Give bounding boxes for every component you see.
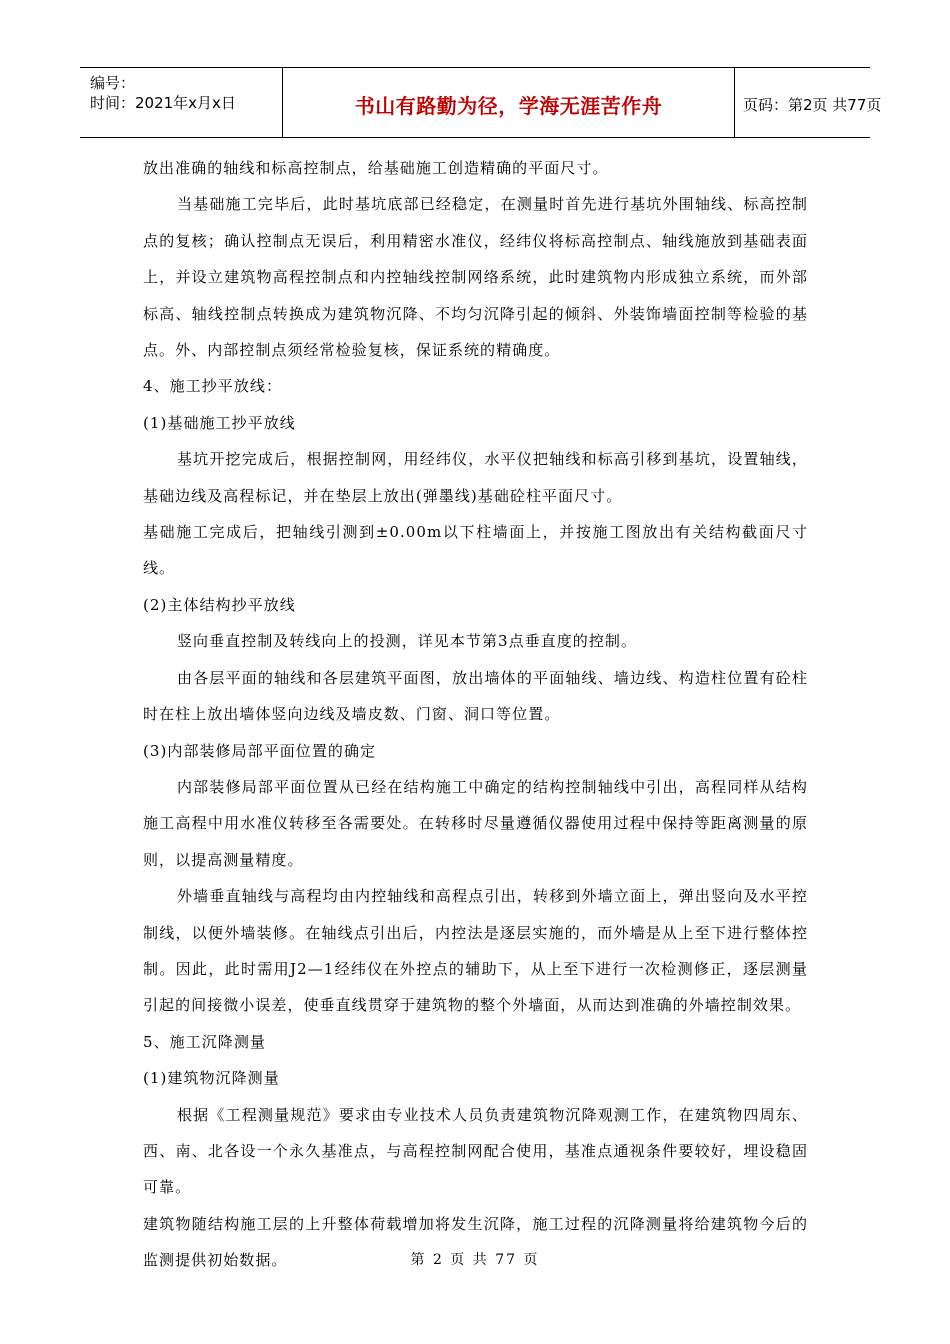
- header-page-info: 页码：第2页 共77页: [743, 96, 882, 114]
- document-body: [143, 150, 808, 1279]
- paragraph: 竖向垂直控制及转线向上的投测，详见本节第3点垂直度的控制。: [177, 632, 637, 651]
- page-header: [80, 67, 882, 138]
- paragraph: (3)内部装修局部平面位置的确定: [143, 741, 377, 760]
- code-label: 编号：: [90, 74, 136, 92]
- paragraph: (2)主体结构抄平放线: [143, 595, 296, 614]
- header-motto-cell: [283, 68, 735, 137]
- paragraph: 外墙垂直轴线与高程均由内控轴线和高程点引出，转移到外墙立面上，弹出竖向及水平控制线，以便外墙装修。在轴线点引出后，内控法是逐层实施的，而外墙是从上至下进行整体控制。因此，此时需用J2—1经纬仪在外控点的辅助下，从上至下进行一次检测修正，逐层测量引起的间接微小误差，使垂直线贯穿于建筑物的整个外墙面，从而达到准确的外墙控制效果。: [143, 887, 808, 1015]
- header-motto: 书山有路勤为径，学海无涯苦作舟: [354, 94, 663, 118]
- paragraph: 5、施工沉降测量: [143, 1032, 266, 1051]
- paragraph: 建筑物随结构施工层的上升整体荷载增加将发生沉降，施工过程的沉降测量将给建筑物今后的监测提供初始数据。: [143, 1214, 808, 1270]
- paragraph: 由各层平面的轴线和各层建筑平面图，放出墙体的平面轴线、墙边线、构造柱位置有砼柱时在柱上放出墙体竖向边线及墙皮数、门窗、洞口等位置。: [143, 668, 808, 724]
- paragraph: (1)基础施工抄平放线: [143, 413, 296, 432]
- paragraph: 内部装修局部平面位置从已经在结构施工中确定的结构控制轴线中引出，高程同样从结构施工高程中用水准仪转移至各需要处。在转移时尽量遵循仪器使用过程中保持等距离测量的原则，以提高测量精度。: [143, 777, 808, 869]
- paragraph: 基础施工完成后，把轴线引测到±0.00m以下柱墙面上，并按施工图放出有关结构截面尺寸线。: [143, 523, 808, 578]
- header-page-cell: [735, 68, 882, 137]
- paragraph: 当基础施工完毕后，此时基坑底部已经稳定，在测量时首先进行基坑外围轴线、标高控制点的复核；确认控制点无误后，利用精密水准仪，经纬仪将标高控制点、轴线施放到基础表面上，并设立建筑物高程控制点和内控轴线控制网络系统，此时建筑物内形成独立系统，而外部标高、轴线控制点转换成为建筑物沉降、不均匀沉降引起的倾斜、外装饰墙面控制等检验的基点。外、内部控制点须经常检验复核，保证系统的精确度。: [143, 195, 808, 360]
- header-meta-cell: [80, 68, 283, 137]
- paragraph: 根据《工程测量规范》要求由专业技术人员负责建筑物沉降观测工作，在建筑物四周东、西、南、北各设一个永久基准点，与高程控制网配合使用，基准点通视条件要较好，埋设稳固可靠。: [143, 1105, 808, 1197]
- date-line: 时间：2021年x月x日: [90, 94, 236, 112]
- paragraph: 基坑开挖完成后，根据控制网，用经纬仪，水平仪把轴线和标高引移到基坑，设置轴线，基础边线及高程标记，并在垫层上放出(弹墨线)基础砼柱平面尺寸。: [143, 450, 808, 505]
- page-footer: 第 2 页 共 77 页: [410, 1252, 540, 1268]
- paragraph: 4、施工抄平放线：: [143, 377, 282, 396]
- paragraph: 放出准确的轴线和标高控制点，给基础施工创造精确的平面尺寸。: [143, 159, 609, 177]
- paragraph: (1)建筑物沉降测量: [143, 1069, 280, 1088]
